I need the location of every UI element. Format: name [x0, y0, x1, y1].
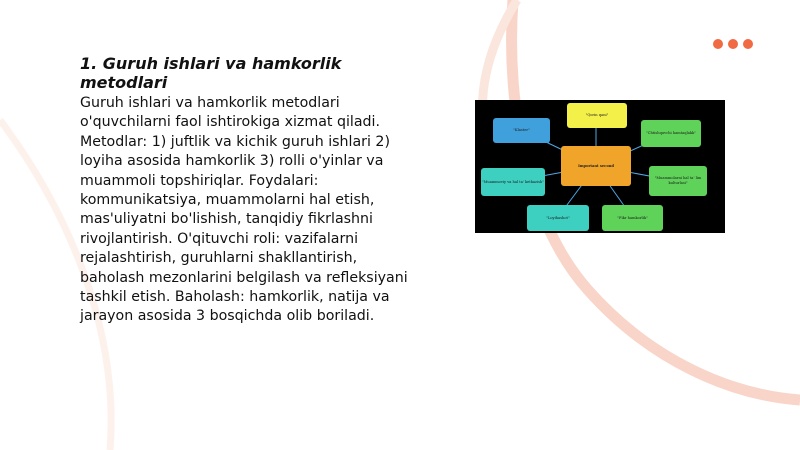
dot-2 [728, 39, 738, 49]
menu-dots-icon [713, 39, 753, 49]
concept-node-muammoviy: "Muammoviy va hal ta' ketkazish" [481, 168, 545, 196]
concept-node-klaster: "Klaster" [493, 118, 550, 143]
concept-node-muammolarni: "Muammolarni hal ta' lim kulturlasi" [649, 166, 707, 196]
concept-node-fikr-hamkorlik: "Fikr hamkorlik" [602, 205, 663, 231]
concept-node-loyihashot: "Loyihashot" [527, 205, 589, 231]
concept-node-hamtaqlakk: "Chtishquvchi hamtaqlakk" [641, 120, 701, 147]
concept-node-qorin-qani: "Qorin qani" [567, 103, 627, 128]
concept-node-center: Important second [561, 146, 631, 186]
concept-map-image [475, 100, 725, 233]
slide-body-text: Guruh ishlari va hamkorlik metodlari o'quvchilarni faol ishtirokiga xizmat qiladi. Metodlar: 1) juftlik va kichik guruh ishlari 2) loyiha asosida hamkorlik 3) rolli o'yinlar va muammoli topshiriqlar. Foydalari: kommunikatsiya, muammolarni hal etish, mas'uliyatni bo'lishish, tanqidiy fikrlashni rivojlantirish. O'qituvchi roli: vazifalarni rejalashtirish, guruhlarni shakllantirish, baholash mezonlarini belgilash va refleksiyani tashkil etish. Baholash: hamkorlik, natija va jarayon asosida 3 bosqichda olib boriladi. [80, 95, 408, 325]
dot-1 [713, 39, 723, 49]
dot-3 [743, 39, 753, 49]
slide-title: 1. Guruh ishlari va hamkorlik metodlari [80, 54, 342, 92]
